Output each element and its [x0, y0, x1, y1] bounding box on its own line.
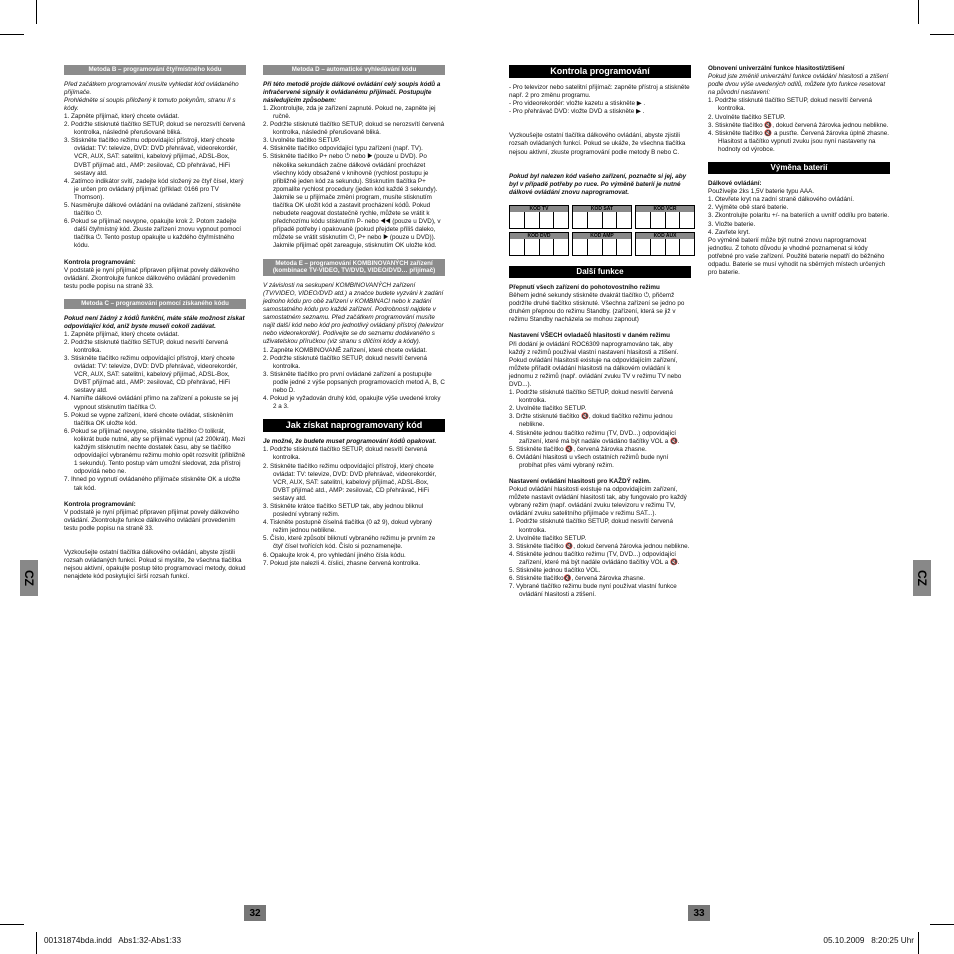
list-item: 1. Zapněte KOMBINOVANÉ zařízení, které chcete ovládat. [263, 346, 428, 354]
section-heading-battery: Výměna baterií [708, 162, 890, 174]
steps-list [708, 97, 890, 154]
crop-mark [930, 924, 954, 925]
code-box-dvd [509, 232, 569, 256]
crop-mark [918, 0, 919, 24]
paragraph: Před začátkem programování musíte vyhledat kód ovládaného přijímače. [64, 80, 239, 96]
list-item: 3. Stiskněte tlačítko 🔇, dokud červená žárovka jednou neblikne. [509, 542, 690, 550]
subheading: Dálkové ovládání: [708, 180, 762, 188]
language-tab-left: CZ [20, 560, 38, 596]
list-item: 3. Zkontrolujte polaritu +/- na bateriích a uvnitř oddílu pro baterie. [708, 212, 890, 220]
list-item: 5. Stiskněte tlačítko P+ nebo ⏻ nebo ▶ (pouze u DVD). Po několika sekundách začne dálkové ovládání procházet všechny kódy obsažené v knihovně (rychlost postupu je přibližně jeden kód za sekundu). Stisknutím tlačítka P+ zpomalíte rychlost procedury (jeden kód každé 3 sekundy). Jakmile se u přijímače změní program, musíte stisknutím tlačítka OK uložit kód a zastavit procházení kódů. Pokud nebudete reagovat dostatečně rychle, můžete se vrátit k předchozímu kódu stisknutím P- nebo ◀◀ (pouze u DVD), v případě potřeby i opakovaně (pokud přejdete příliš daleko, můžete se vrátit stisknutím ⏻, P+ nebo ▶ (pouze u DVD)). Jakmile přijímač opět zareaguje, stisknutím OK uložte kód. [263, 153, 441, 250]
steps-list [708, 196, 890, 236]
list-item: - Pro televizor nebo satelitní přijímač: zapněte přístroj a stiskněte např. 2 pro změnu programu. [509, 84, 690, 100]
column-2 [263, 65, 445, 568]
section-heading-check: Kontrola programování [509, 65, 691, 78]
steps-list [263, 347, 445, 412]
list-item: 3. Stiskněte tlačítko režimu odpovídající přístroji, který chcete ovládat: TV: televize, DVD: DVD přehrávač, videorekordér, VCR, AUX, SAT: satelitní, kabelový přijímač, ADSL-Box, DVBT přijímač atd., AMP: zesilovač, CD přehrávač, HiFi sestavy atd. [64, 355, 238, 395]
paragraph: Při této metodě projde dálkové ovládání celý soupis kódů a infračervené signály k ovládanému přijímači. Postupujte následujícím způsobem: [263, 80, 441, 104]
paragraph: Pokud ovládání hlasitosti existuje na odpovídajícím zařízení, můžete nastavit ovládání hlasitosti tak, aby fungovalo pro každý vybraný režim (např. ovládání zvuku televizoru v režimu TV, ovládání zvuku satelitního přijímače v režimu SAT...). [509, 486, 687, 518]
footer-timestamp: 05.10.2009 8:20:25 Uhr [823, 936, 914, 945]
list-item: 1. Podržte stisknuté tlačítko SETUP, dokud nesvítí červená kontrolka. [263, 446, 428, 462]
list-item: 4. Stiskněte tlačítko 🔇 a pusťte. Červená žárovka úplně zhasne. Hlasitost a tlačítko vypnutí zvuku jsou nyní nastaveny na hodnoty od výrobce. [708, 129, 890, 153]
list-item: 2. Stiskněte tlačítko režimu odpovídající přístroji, který chcete ovládat: TV: televize, DVD: DVD přehrávač, videorekordér, VCR, AUX, SAT: satelitní, kabelový přijímač, ADSL-Box, DVBT přijímač atd., AMP: zesilovač, CD přehrávač, HiFi sestavy atd. [263, 462, 437, 502]
paragraph: Pokud jste změnili univerzální funkce ovládání hlasitosti a ztišení podle dvou výše uvedených odílů, můžete tyto funkce resetovat na původní nastavení: [708, 73, 889, 97]
section-heading-more-functions: Další funkce [509, 266, 691, 278]
subheading: Obnovení univerzální funkce hlasitosti/ztišení [708, 65, 845, 72]
code-box-amp [572, 232, 632, 256]
list-item: 2. Uvolněte tlačítko SETUP. [708, 113, 786, 121]
crop-mark [0, 924, 24, 925]
list-item: 4. Stiskněte tlačítko odpovídající typu zařízení (např. TV). [263, 145, 423, 153]
paragraph: Pokud není žádný z kódů funkční, máte stále možnost získat odpovídající kód, aniž byste museli cokoli zadávat. [64, 314, 245, 330]
column-3 [509, 65, 691, 599]
list-item: 3. Stiskněte tlačítko pro první ovládané zařízení a postupujte podle jedné z výše popsaných programovacích metod A, B, C nebo D. [263, 370, 445, 394]
code-box-sat [572, 205, 632, 229]
list-item: 4. Pokud je vyžadován druhý kód, opakujte výše uvedené kroky 2 a 3. [263, 395, 441, 411]
column-1 [64, 65, 246, 581]
paragraph: Je možné, že budete muset programování kódů opakovat. [263, 438, 437, 446]
list-item: 5. Číslo, které způsobí bliknutí vybraného režimu je prvním ze čtyř čísel tvořících kód. Číslo si poznamenejte. [263, 535, 436, 551]
list-item: 6. Ovládání hlasitosti u všech ostatních režimů bude nyní probíhat přes vámi vybraný režim. [509, 453, 669, 469]
code-box-tv [509, 205, 569, 229]
list-item: 6. Stiskněte tlačítko🔇, červená žárovka zhasne. [509, 575, 645, 583]
crop-mark [36, 932, 37, 954]
list-item: 3. Stiskněte krátce tlačítko SETUP tak, aby jednou bliknul poslední vybraný režim. [263, 503, 424, 519]
list-item: 3. Vložte baterie. [708, 220, 756, 228]
section-heading-method-b: Metoda B – programování čtyřmístného kódu [64, 65, 246, 75]
language-tab-right: CZ [913, 560, 931, 596]
paragraph: V podstatě je nyní přijímač připraven přijímat povely dálkového ovládání. Zkontrolujte funkce dálkového ovládání provedením testu podle popisu na straně 33. [64, 266, 240, 290]
paragraph: Po výměně baterií může být nutné znovu naprogramovat jednotku. Z tohoto důvodu je vhodné poznamenat si kódy potřebné pro vaše zařízení. Použité baterie nepatří do běžného odpadu. Baterie se musí vyhodit na sběrných místech určených pro baterie. [708, 236, 886, 277]
list-item: - Pro videorekordér: vložte kazetu a stiskněte ▶ . [509, 100, 646, 108]
page-number-left: 32 [244, 905, 266, 921]
section-heading-method-c: Metoda C – programování pomocí získaného kódu [64, 299, 246, 309]
code-box-label: KÓD SAT [573, 206, 631, 212]
list-item: 1. Podržte stisknuté tlačítko SETUP, dokud nesvítí červená kontrolka. [509, 389, 674, 405]
section-heading-method-d: Metoda D – automatické vyhledávání kódu [263, 65, 445, 75]
subheading: Nastavení ovládání hlasitosti pro KAŽDÝ režim. [509, 478, 651, 485]
code-box-label: KÓD VCR [636, 206, 694, 212]
list-item: 2. Uvolněte tlačítko SETUP. [509, 405, 587, 413]
list-item: 3. Držte stisknuté tlačítko 🔇, dokud tlačítko režimu jednou neblikne. [509, 413, 673, 429]
code-box-label: KÓD DVD [510, 233, 568, 239]
paragraph: Během jedné sekundy stiskněte dvakrát tlačítko ⏻, přičemž podržíte druhé tlačítko stisknuté. Všechna zařízení se jedno po druhém přepnou do režimu Standby. (zařízení, která se již v režimu Standby nacházela se mohou zapnout) [509, 292, 685, 324]
list-item: 2. Podržte stisknuté tlačítko SETUP, dokud nesvítí červená kontrolka. [64, 338, 229, 354]
list-item: 4. Zatímco indikátor svítí, zadejte kód složený ze čtyř čísel, který je určen pro ovládaný přijímač (příklad: 0166 pro TV Thomson). [64, 177, 244, 201]
subheading: Kontrola programování: [64, 500, 136, 508]
list-item: 2. Podržte stisknuté tlačítko SETUP, dokud nesvítí červená kontrolka. [263, 354, 428, 370]
code-box-vcr [635, 205, 695, 229]
steps-list [263, 446, 445, 567]
steps-list [509, 389, 691, 470]
subheading: Nastavení VŠECH ovladačů hlasitosti v daném režimu [509, 332, 670, 340]
list-item: 4. Tiskněte postupně číselná tlačítka (0 až 9), dokud vybraný režim jednou neblikne. [263, 519, 433, 535]
steps-list [263, 105, 445, 251]
crop-mark [918, 932, 919, 954]
steps-list [64, 331, 246, 493]
code-notes-grid [509, 205, 691, 256]
code-box-label: KÓD AUX [636, 233, 694, 239]
list-item: 1. Podržte stisknuté tlačítko SETUP, dokud nesvítí červená kontrolka. [509, 518, 674, 534]
list-item: 7. Pokud jste nalezli 4. číslici, zhasne červená kontrolka. [263, 559, 421, 567]
footer-file-info: 00131874bda.indd Abs1:32-Abs1:33 [44, 936, 182, 945]
list-item: 5. Pokud se vypne zařízení, které chcete ovládat, stiskněním tlačítka OK uložte kód. [64, 411, 234, 427]
paragraph: V podstatě je nyní přijímač připraven přijímat povely dálkového ovládání. Zkontrolujte funkce dálkového ovládání provedením testu podle popisu na straně 33. [64, 508, 240, 532]
code-box-label: KÓD AMP [573, 233, 631, 239]
list-item: 1. Zapněte přijímač, který chcete ovládat. [64, 112, 180, 120]
code-box-aux [635, 232, 695, 256]
list-item: 7. Ihned po vypnutí ovládaného přijímače stiskněte OK a uložte tak kód. [64, 476, 241, 492]
subheading: Kontrola programování: [64, 258, 136, 266]
paragraph: Vyzkoušejte ostatní tlačítka dálkového ovládání, abyste zjistili rozsah ovládaných funkcí. Pokud si myslíte, že všechna tlačítka nejsou aktivní, opakujte postup této programovací metody, dokud nenajdete kód poskytující širší rozsah funkcí. [64, 548, 246, 581]
list-item: 2. Uvolněte tlačítko SETUP. [509, 534, 587, 542]
paragraph: Při dodání je ovládání ROC6309 naprogramováno tak, aby každý z režimů používal vlastní nastavení hlasitosti a ztišení. Pokud ovládání hlasitosti existuje na odpovídajícím zařízení, můžete přiřadit ovládání hlasitosti na dálkovém ovládání k jednomu z režimů (např. ovládání zvuku TV v režimu TV nebo DVD...). [509, 340, 682, 388]
subheading: Přepnutí všech zařízení do pohotovostního režimu [509, 283, 660, 291]
code-box-label: KÓD TV [510, 206, 568, 212]
list-item: - Pro přehrávač DVD: vložte DVD a stiskněte ▶ . [509, 108, 645, 116]
page-number-right: 33 [688, 905, 710, 921]
paragraph: Vyzkoušejte ostatní tlačítka dálkového ovládání, abyste zjistili rozsah ovládaných funkcí. Pokud se ukáže, že všechna tlačítka nejsou aktivní, zkuste programování podle metody B nebo C. [509, 132, 686, 156]
list-item: 3. Uvolněte tlačítko SETUP. [263, 137, 341, 145]
list-item: 5. Stiskněte tlačítko 🔇, červená žárovka zhasne. [509, 445, 647, 453]
section-heading-learn-code: Jak získat naprogramovaný kód [263, 419, 445, 432]
crop-mark [36, 0, 37, 24]
list-item: 3. Stiskněte tlačítko 🔇, dokud červená žárovka jednou neblikne. [708, 121, 889, 129]
list-item: 1. Podržte stisknuté tlačítko SETUP, dokud nesvítí červená kontrolka. [708, 97, 873, 113]
list-item: 1. Zkontrolujte, zda je zařízení zapnuté. Pokud ne, zapněte jej ručně. [263, 104, 436, 120]
list-item: 2. Podržte stisknuté tlačítko SETUP, dokud se nerozsvítí červená kontrolka, následně přerušovaně bliká. [263, 121, 445, 137]
section-heading-method-e: Metoda E – programování KOMBINOVANÝCH zařízení (kombinace TV-VIDEO, TV/DVD, VIDEO/DVD… přijímač) [263, 259, 445, 276]
list-item: 4. Namiřte dálkové ovládání přímo na zařízení a pokuste se jej vypnout stisknutím tlačítka ⏻. [64, 395, 239, 411]
check-list [509, 84, 691, 116]
paragraph: Pokud byl nalezen kód vašeho zařízení, poznačte si jej, aby byl v případě potřeby po ruce. Po výměně baterií je nutné dálkové ovládání znovu naprogramovat. [509, 172, 687, 196]
list-item: 7. Vybrané tlačítko režimu bude nyní používat vlastní funkce ovládání hlasitosti a ztišení. [509, 583, 677, 599]
crop-mark [0, 34, 24, 35]
list-item: 4. Stiskněte jednou tlačítko režimu (TV, DVD...) odpovídající zařízení, které má být nadále ovládáno tlačítky VOL a 🔇. [509, 550, 680, 566]
column-4 [708, 65, 890, 277]
paragraph: Prohlédněte si soupis přiložený k tomuto pokynům, stranu II s kódy. [64, 96, 236, 112]
list-item: 4. Zavřete kryt. [708, 228, 750, 236]
list-item: 5. Stiskněte jednou tlačítko VOL. [509, 567, 601, 575]
list-item: 2. Vyjměte obě staré baterie. [708, 204, 789, 212]
steps-list [64, 113, 246, 251]
list-item: 6. Opakujte krok 4, pro vyhledání jiného čísla kódu. [263, 551, 406, 559]
list-item: 1. Zapněte přijímač, který chcete ovládat. [64, 330, 180, 338]
list-item: 6. Pokud se přijímač nevypne, stiskněte tlačítko ⏻ tolikrát, kolikrát bude nutné, aby se přijímač vypnul (až 200krát). Mezi každým stisknutím nechte dostatek času, aby se tlačítko odpovídající vybranému režimu mohlo opět rozsvítit (přibližně 1 sekundu). Tento postup vám umožní sledovat, zda přístroj odpovídá nebo ne. [64, 427, 246, 476]
list-item: 2. Podržte stisknuté tlačítko SETUP, dokud se nerozsvítí červená kontrolka, následně přerušovaně bliká. [64, 121, 246, 137]
list-item: 6. Pokud se přijímač nevypne, opakujte krok 2. Potom zadejte další čtyřmístný kód. Zkuste zařízení znovu vypnout pomocí tlačítka ⏻. Tento postup opakujte u každého čtyřmístného kódu. [64, 218, 241, 250]
list-item: 4. Stiskněte jednou tlačítko režimu (TV, DVD...) odpovídající zařízení, které má být nadále ovládáno tlačítky VOL a 🔇. [509, 429, 680, 445]
list-item: 5. Nasměrujte dálkové ovládání na ovládané zařízení, stiskněte tlačítko ⏻. [64, 202, 241, 218]
list-item: 3. Stiskněte tlačítko režimu odpovídající přístroji, který chcete ovládat: TV: televize, DVD: DVD přehrávač, videorekordér, VCR, AUX, SAT: satelitní, kabelový přijímač, ADSL-Box, DVBT přijímač atd., AMP: zesilovač, CD přehrávač, HiFi sestavy atd. [64, 137, 238, 177]
paragraph: Používejte 2ks 1,5V baterie typu AAA. [708, 188, 815, 196]
steps-list [509, 518, 691, 599]
list-item: 1. Otevřete kryt na zadní straně dálkového ovládání. [708, 196, 854, 204]
paragraph: V závislosti na seskupení KOMBINOVANÝCH zařízení (TV/VIDEO, VIDEO/DVD atd.) a značce budete vyzváni k zadání jednoho kódu pro obě zařízení v KOMBINACI nebo k zadání samostatného kódu pro každé zařízení. Podrobnosti najdete v samostatném seznamu. Před začátkem programování musíte najít další kód nebo kód pro jednotlivý ovládaný přístroj (televizor nebo videorekordér). Podívejte se do seznamu dodávaného s uživatelskou příručkou (viz stranu s dílčími kódy a kódy). [263, 281, 444, 346]
crop-mark [930, 34, 954, 35]
